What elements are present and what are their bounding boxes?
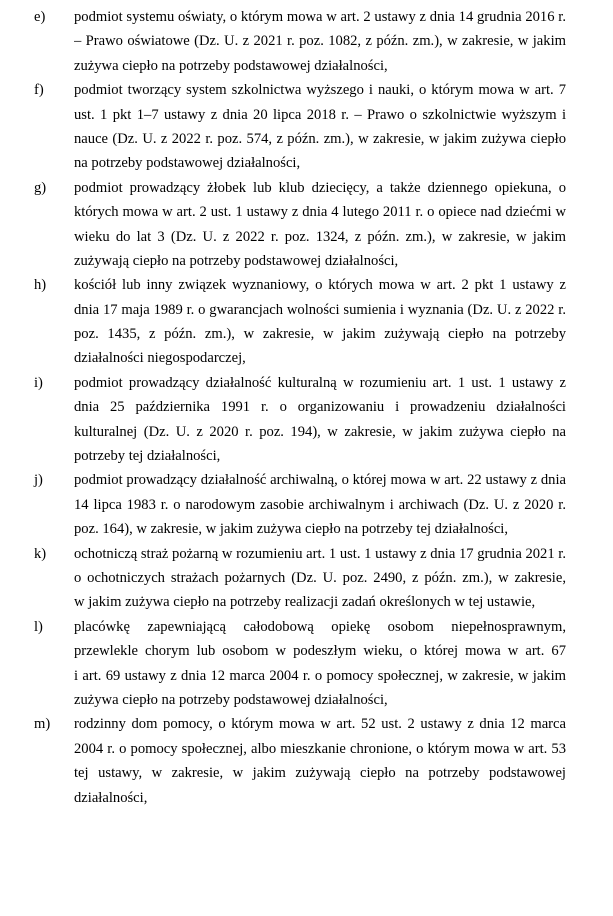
text-line: których mowa w art. 2 ust. 1 ustawy z dnia 4 lutego 2011 r. o opiece nad dziećmi w	[74, 204, 566, 221]
item-label: i)	[34, 374, 43, 391]
text-line: ochotniczą straż pożarną w rozumieniu art. 1 ust. 1 ustawy z dnia 17 grudnia 2021 r.	[74, 545, 566, 562]
text-line: potrzeby tej działalności,	[74, 448, 221, 465]
text-line: 14 lipca 1983 r. o narodowym zasobie archiwalnym i archiwach (Dz. U. z 2020 r.	[74, 496, 566, 513]
text-line: i art. 69 ustawy z dnia 12 marca 2004 r. o pomocy społecznej, w zakresie, w jakim	[74, 667, 566, 684]
item-label: g)	[34, 179, 47, 196]
text-line: kulturalnej (Dz. U. z 2020 r. poz. 194), w zakresie, w jakim zużywa ciepło na	[74, 423, 566, 440]
text-line: rodzinny dom pomocy, o którym mowa w art. 52 ust. 2 ustawy z dnia 12 marca	[74, 716, 566, 733]
item-text	[74, 5, 566, 78]
item-label: e)	[34, 9, 46, 25]
item-text	[74, 712, 566, 810]
item-text	[74, 615, 566, 713]
list-item-i	[0, 371, 613, 469]
text-line: o ochotniczych strażach pożarnych (Dz. U. poz. 2490, z późn. zm.), w zakresie,	[74, 569, 566, 586]
item-label: k)	[34, 545, 47, 562]
item-text	[74, 176, 566, 274]
text-line: wieku do lat 3 (Dz. U. z 2022 r. poz. 1324, z późn. zm.), w zakresie, w jakim	[74, 228, 566, 245]
text-line: zużywa ciepło na potrzeby podstawowej działalności,	[74, 691, 388, 708]
text-line: zużywa ciepło na potrzeby podstawowej działalności,	[74, 57, 388, 74]
list-item-l	[0, 615, 613, 713]
text-line: ust. 1 pkt 1–7 ustawy z dnia 20 lipca 2018 r. – Prawo o szkolnictwie wyższym i	[74, 106, 566, 123]
text-line: podmiot systemu oświaty, o którym mowa w art. 2 ustawy z dnia 14 grudnia 2016 r.	[74, 9, 566, 25]
list-item-e	[0, 5, 613, 78]
item-label: m)	[34, 716, 51, 733]
text-line: działalności niegospodarczej,	[74, 350, 246, 367]
document-page	[0, 5, 613, 810]
list-item-m	[0, 712, 613, 810]
text-line: poz. 164), w zakresie, w jakim zużywa ciepło na potrzeby tej działalności,	[74, 521, 509, 538]
text-line: placówkę zapewniającą całodobową opiekę osobom niepełnosprawnym,	[74, 618, 566, 635]
item-label: h)	[34, 277, 47, 294]
text-line: tej ustawy, w zakresie, w jakim zużywają ciepło na potrzeby podstawowej	[74, 765, 566, 782]
item-text	[74, 542, 566, 615]
text-line: dnia 17 maja 1989 r. o gwarancjach wolności sumienia i wyznania (Dz. U. z 2022 r.	[74, 301, 566, 318]
list-item-g	[0, 176, 613, 274]
text-line: – Prawo oświatowe (Dz. U. z 2021 r. poz. 1082, z późn. zm.), w zakresie, w jakim	[74, 33, 566, 50]
item-text	[74, 273, 566, 371]
text-line: na potrzeby podstawowej działalności,	[74, 155, 301, 172]
text-line: kościół lub inny związek wyznaniowy, o których mowa w art. 2 pkt 1 ustawy z	[74, 277, 566, 294]
text-line: działalności,	[74, 789, 148, 806]
item-label: l)	[34, 618, 43, 635]
list-item-k	[0, 542, 613, 615]
text-line: przewlekle chorym lub osobom w podeszłym wieku, o której mowa w art. 67	[74, 643, 566, 660]
item-text	[74, 468, 566, 541]
list-item-h	[0, 273, 613, 371]
text-line: w jakim zużywa ciepło na potrzeby realizacji zadań określonych w tej ustawie,	[74, 594, 536, 611]
text-line: podmiot prowadzący działalność kulturalną w rozumieniu art. 1 ust. 1 ustawy z	[74, 374, 566, 391]
text-line: zużywają ciepło na potrzeby podstawowej działalności,	[74, 252, 399, 269]
item-text	[74, 371, 566, 469]
text-line: nauce (Dz. U. z 2022 r. poz. 574, z późn. zm.), w zakresie, w jakim zużywa ciepło	[74, 130, 566, 147]
text-line: podmiot prowadzący działalność archiwalną, o której mowa w art. 22 ustawy z dnia	[74, 472, 566, 489]
item-label: j)	[34, 472, 43, 489]
item-text	[74, 78, 566, 176]
text-line: podmiot prowadzący żłobek lub klub dziecięcy, a także dziennego opiekuna, o	[74, 179, 566, 196]
list-item-j	[0, 468, 613, 541]
text-line: podmiot tworzący system szkolnictwa wyższego i nauki, o którym mowa w art. 7	[74, 82, 566, 99]
text-line: 2004 r. o pomocy społecznej, albo mieszkanie chronione, o którym mowa w art. 53	[74, 740, 566, 757]
list-item-f	[0, 78, 613, 176]
text-line: dnia 25 października 1991 r. o organizowaniu i prowadzeniu działalności	[74, 399, 566, 416]
item-label: f)	[34, 82, 44, 99]
text-line: poz. 1435, z późn. zm.), w zakresie, w jakim zużywają ciepło na potrzeby	[74, 326, 566, 343]
